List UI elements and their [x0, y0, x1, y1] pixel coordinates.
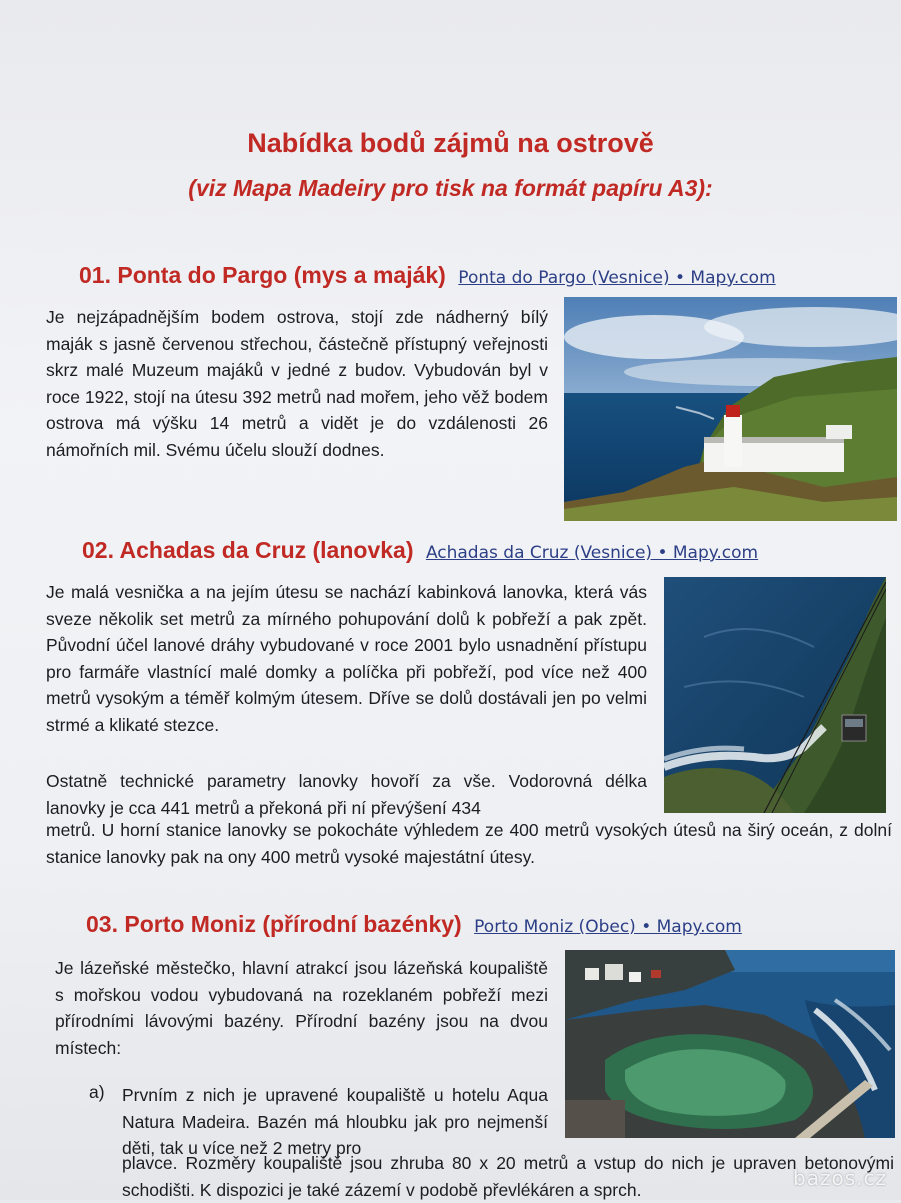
- watermark-logo: bazos.cz: [793, 1166, 887, 1190]
- section-3-map-link[interactable]: Porto Moniz (Obec) • Mapy.com: [474, 917, 742, 937]
- natural-pools-photo: [565, 950, 895, 1138]
- section-3-heading: 03. Porto Moniz (přírodní bazénky): [86, 911, 462, 937]
- document-title: Nabídka bodů zájmů na ostrově: [247, 128, 654, 158]
- section-3-heading-row: [86, 911, 742, 938]
- section-1-heading: 01. Ponta do Pargo (mys a maják): [79, 262, 446, 288]
- section-1-heading-row: [79, 262, 776, 289]
- section-2-heading: 02. Achadas da Cruz (lanovka): [82, 537, 414, 563]
- list-item-a-continuation: plavce. Rozměry koupaliště jsou zhruba 80 x 20 metrů a vstup do nich je upraven betonovými schodišti. K dispozici je také zázemí v podobě převlékáren a sprch.: [122, 1153, 894, 1200]
- section-2-heading-row: [82, 537, 758, 564]
- section-2-map-link[interactable]: Achadas da Cruz (Vesnice) • Mapy.com: [425, 543, 759, 563]
- document-subtitle: (viz Mapa Madeiry pro tisk na formát papíru A3):: [188, 175, 713, 201]
- section-1-map-link[interactable]: Ponta do Pargo (Vesnice) • Mapy.com: [458, 268, 776, 288]
- cable-car-photo: [664, 577, 886, 813]
- list-item-a-text: Prvním z nich je upravené koupaliště u hotelu Aqua Natura Madeira. Bazén má hloubku jak pro nejmenší děti, tak u více než 2 metry pro: [122, 1085, 548, 1159]
- section-3-paragraph: Je lázeňské městečko, hlavní atrakcí jsou lázeňská koupaliště s mořskou vodou vybudovaná na rozeklaném pobřeží mezi přírodními lávovými bazény. Přírodní bazény jsou na dvou místech:: [55, 958, 548, 1058]
- lighthouse-photo: [564, 297, 897, 521]
- section-2-paragraph-3: metrů. U horní stanice lanovky se pokocháte výhledem ze 400 metrů vysokých útesů na širý oceán, z dolní stanice lanovky pak na ony 400 metrů vysoké majestátní útesy.: [46, 820, 892, 867]
- section-2-paragraph-2: Ostatně technické parametry lanovky hovoří za vše. Vodorovná délka lanovky je cca 441 metrů a překoná při ní převýšení 434: [46, 771, 647, 818]
- list-marker-a: a): [89, 1082, 105, 1102]
- section-2-paragraph-1: Je malá vesnička a na jejím útesu se nachází kabinková lanovka, která vás sveze několik set metrů za mírného pohupování dolů k pobřeží a pak zpět. Původní účel lanové dráhy vybudované v roce 2001 bylo usnadnění přístupu pro farmáře vlastnící malé domky a políčka při pobřeží, pod více než 400 metrů vysokým a téměř kolmým útesem. Dříve se dolů dostávali jen po velmi strmé a klikaté stezce.: [46, 582, 647, 735]
- section-1-paragraph: Je nejzápadnějším bodem ostrova, stojí zde nádherný bílý maják s jasně červenou střechou, částečně přístupný veřejnosti skrz malé Muzeum majáků v jedné z budov. Vybudován byl v roce 1922, stojí na útesu 392 metrů nad mořem, jeho věž bodem ostrova má výšku 14 metrů a vidět je do vzdálenosti 26 námořních mil. Svému účelu slouží dodnes.: [46, 307, 548, 460]
